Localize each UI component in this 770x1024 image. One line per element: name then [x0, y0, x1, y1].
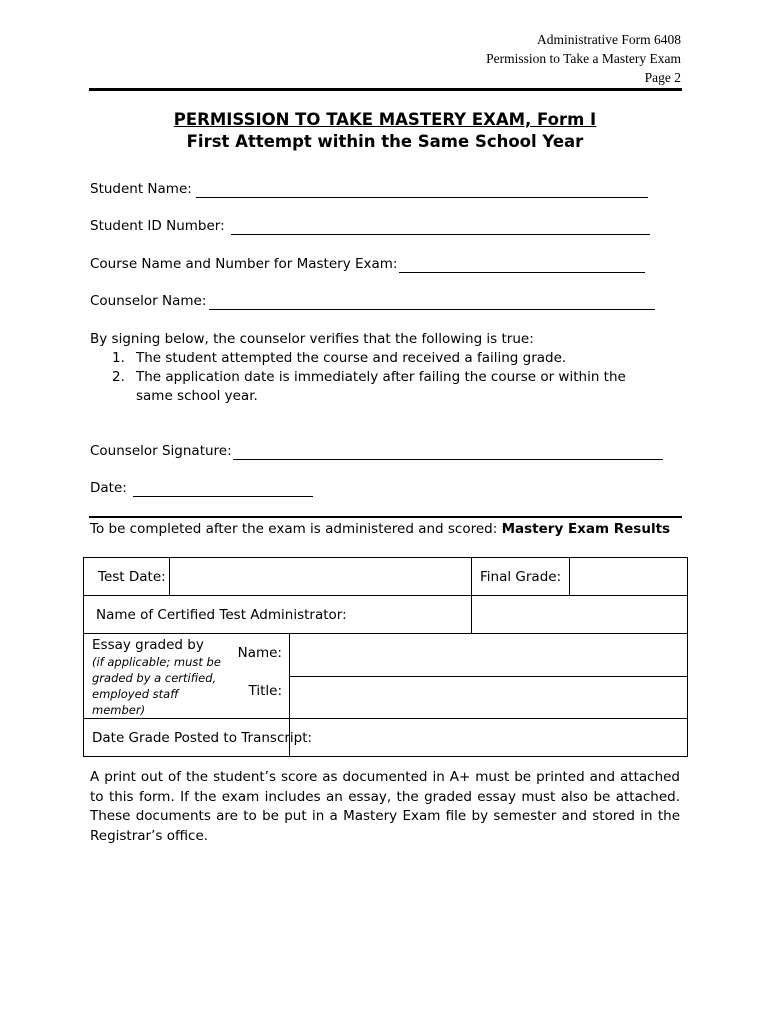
footer-paragraph: A print out of the student’s score as documented in A+ must be printed and attached to this form. If the exam includes an essay, the graded essay must also be attached. These documents are to be put in a Mastery Exam file by semester and stored in the Registrar’s office.: [90, 769, 680, 844]
document-subtitle: First Attempt within the Same School Year: [186, 132, 584, 151]
date-field[interactable]: [133, 496, 313, 497]
form-number: Administrative Form 6408: [537, 32, 681, 47]
results-rule: [89, 516, 682, 518]
essay-note: (if applicable; must be graded by a certified, employed staff member): [92, 655, 221, 717]
table-row: [84, 558, 688, 596]
table-row: [84, 719, 688, 757]
test-date-cell[interactable]: [170, 558, 472, 596]
table-row: [84, 634, 688, 677]
student-id-field[interactable]: [231, 234, 650, 235]
administrator-cell[interactable]: [472, 596, 688, 634]
header-rule: [89, 88, 682, 91]
essay-name-cell[interactable]: [290, 634, 688, 677]
results-heading: Mastery Exam Results: [501, 521, 671, 537]
essay-title-cell[interactable]: [290, 676, 688, 719]
verification-intro: By signing below, the counselor verifies that the following is true:: [90, 331, 534, 347]
student-name-field[interactable]: [196, 197, 648, 198]
results-intro: [90, 521, 670, 537]
student-id-label: Student ID Number:: [90, 218, 225, 234]
counselor-signature-field[interactable]: [233, 459, 663, 460]
counselor-signature-label: Counselor Signature:: [90, 443, 232, 459]
page-number: Page 2: [644, 70, 681, 85]
results-table: [83, 557, 688, 757]
essay-graded-label: Essay graded by: [92, 637, 204, 653]
test-date-label: Test Date:: [84, 558, 170, 596]
administrator-label: Name of Certified Test Administrator:: [84, 596, 472, 634]
course-label: Course Name and Number for Mastery Exam:: [90, 256, 398, 272]
date-posted-label: Date Grade Posted to Transcript:: [84, 719, 290, 757]
course-field[interactable]: [399, 272, 645, 273]
date-label: Date:: [90, 480, 127, 496]
verification-item-2-text: The application date is immediately after failing the course or within the same school year.: [136, 369, 626, 404]
verification-item-2-number: 2.: [112, 369, 125, 385]
final-grade-label: Final Grade:: [472, 558, 570, 596]
form-title: Permission to Take a Mastery Exam: [486, 51, 681, 66]
essay-name-label: Name:: [237, 645, 282, 661]
student-name-label: Student Name:: [90, 181, 192, 197]
table-row: [84, 596, 688, 634]
counselor-name-label: Counselor Name:: [90, 293, 207, 309]
verification-item-1-number: 1.: [112, 350, 125, 366]
essay-title-label: Title:: [248, 683, 282, 699]
counselor-name-field[interactable]: [209, 309, 655, 310]
date-posted-cell[interactable]: [290, 719, 688, 757]
essay-graded-cell: [84, 634, 290, 719]
document-title: [0, 110, 770, 129]
document-title-text: PERMISSION TO TAKE MASTERY EXAM, Form I: [173, 110, 597, 129]
verification-item-1-text: The student attempted the course and received a failing grade.: [136, 350, 567, 366]
results-intro-text: To be completed after the exam is administered and scored:: [90, 521, 498, 537]
final-grade-cell[interactable]: [570, 558, 688, 596]
